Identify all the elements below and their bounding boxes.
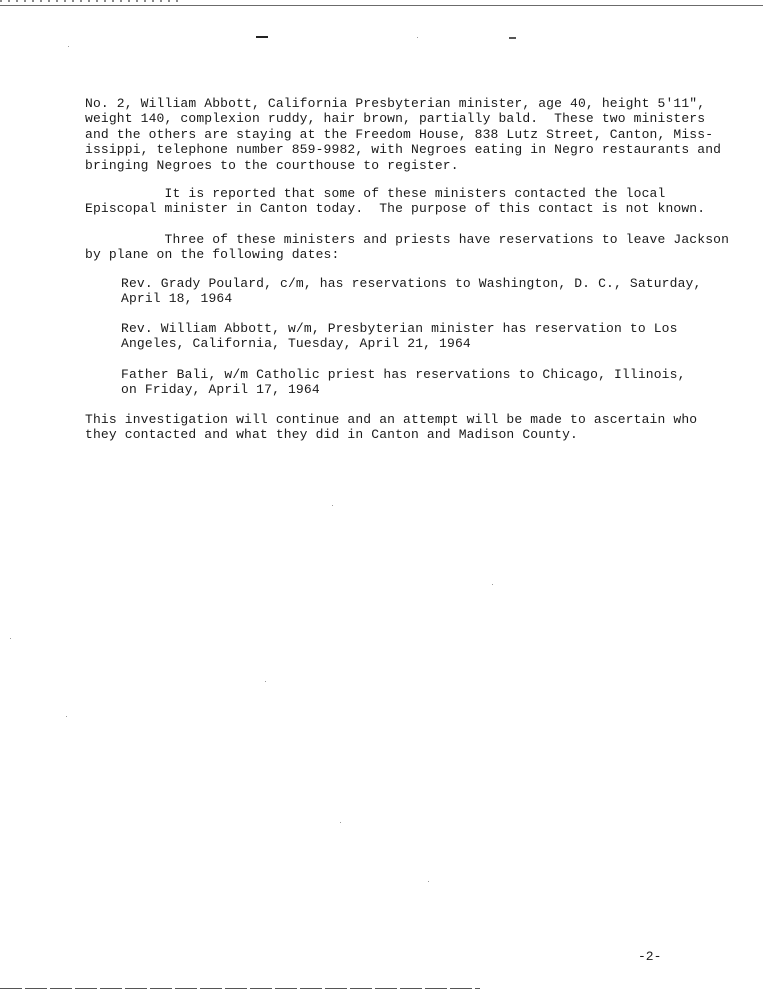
scan-speck [492, 584, 493, 585]
top-rule [0, 5, 763, 6]
scan-speck [428, 881, 429, 882]
scan-speck [332, 505, 333, 506]
reservation-item: Rev. Grady Poulard, c/m, has reservations to Washington, D. C., Saturday, April 18, 1964 [121, 276, 702, 307]
page-number: -2- [638, 949, 662, 964]
paragraph-episcopal-contact: It is reported that some of these ministers contacted the local Episcopal minister in Canton today. The purpose of this contact is not known. [85, 186, 706, 217]
paragraph-investigation-continues: This investigation will continue and an attempt will be made to ascertain who they contacted and what they did in Canton and Madison County. [85, 412, 698, 443]
scan-speck [340, 822, 341, 823]
top-dotted-edge [0, 0, 180, 2]
scan-speck [68, 46, 69, 47]
paragraph-subject-description: No. 2, William Abbott, California Presbyterian minister, age 40, height 5'11", weight 140, complexion ruddy, hair brown, partially bald. These two ministers and the others are staying at the Freedom House, 838 Lutz Street, Canton, Miss- issippi, telephone number 859-9982, with Negroes eating in Negro restaurants and bringing Negroes to the courthouse to register. [85, 96, 722, 173]
scan-mark [256, 36, 268, 38]
paragraph-reservations-intro: Three of these ministers and priests have reservations to leave Jackson by plane on the following dates: [85, 232, 730, 263]
scan-speck [66, 716, 67, 717]
scan-mark [509, 37, 516, 39]
reservation-item: Father Bali, w/m Catholic priest has reservations to Chicago, Illinois, on Friday, April 17, 1964 [121, 367, 686, 398]
bottom-dashed-edge [0, 988, 480, 989]
scan-speck [10, 638, 11, 639]
scan-speck [417, 37, 418, 38]
scan-speck [265, 681, 266, 682]
reservation-item: Rev. William Abbott, w/m, Presbyterian minister has reservation to Los Angeles, California, Tuesday, April 21, 1964 [121, 321, 678, 352]
